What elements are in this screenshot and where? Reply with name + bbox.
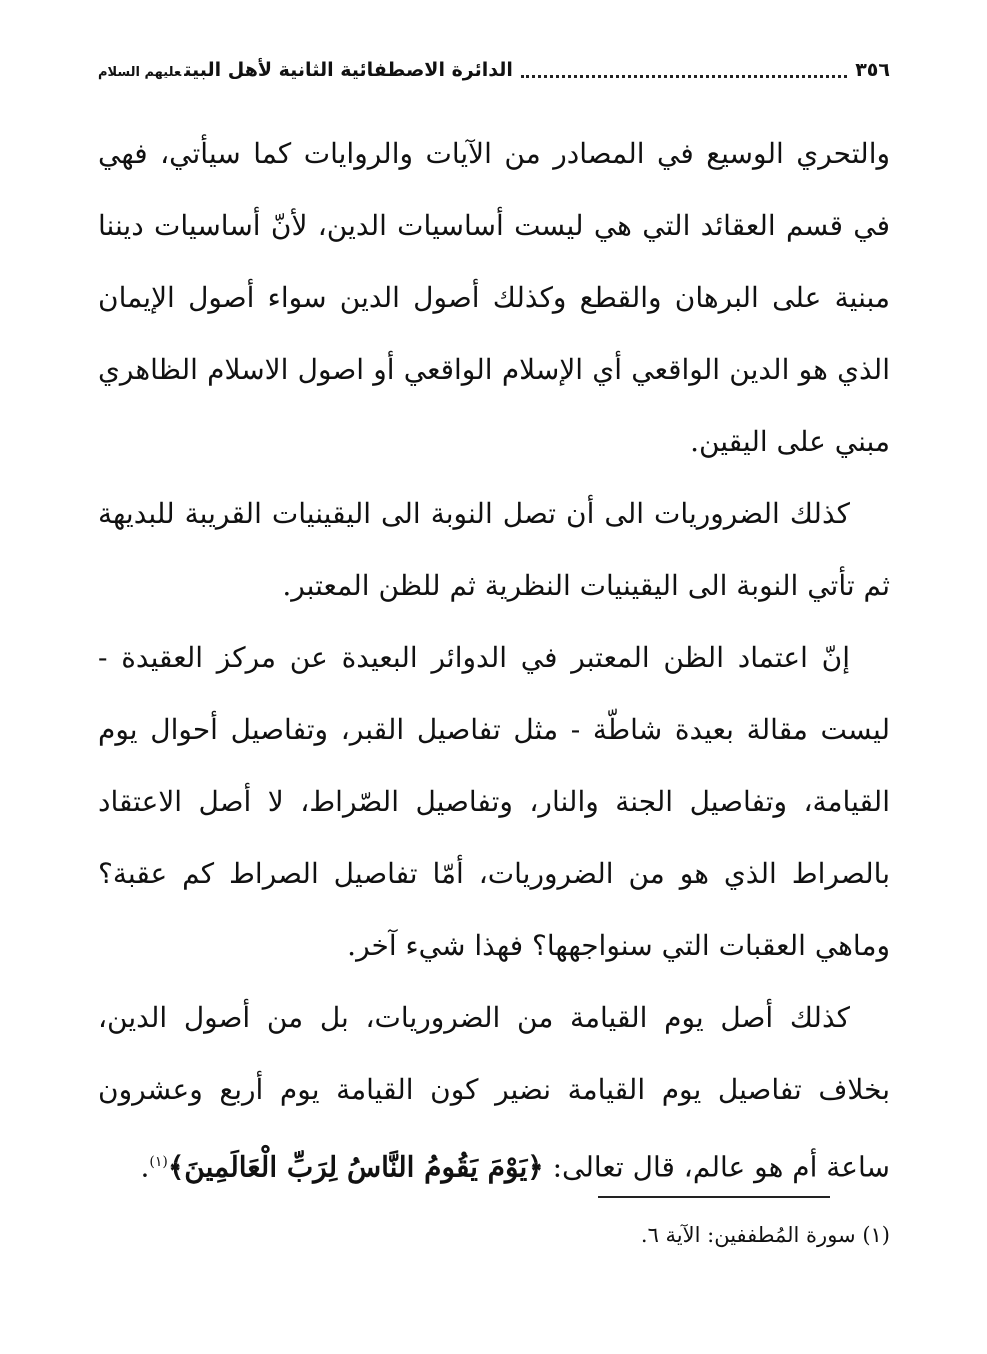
- footnote-reference[interactable]: (١): [149, 1154, 168, 1170]
- paragraph-3: إنّ اعتماد الظن المعتبر في الدوائر البعيدة عن مركز العقيدة - ليست مقالة بعيدة شاطّة - مثل تفاصيل القبر، وتفاصيل أحوال يوم القيامة، وتفاصيل الجنة والنار، وتفاصيل الصّراط، لا أصل الاعتقاد بالصراط الذي هو من الضروريات، أمّا تفاصيل الصراط كم عقبة؟ وماهي العقبات التي سنواجهها؟ فهذا شيء آخر.: [98, 641, 891, 962]
- paragraph-4-end: .: [140, 1150, 150, 1184]
- paragraph-4: [98, 982, 890, 1203]
- header-dotted-leader: [521, 75, 847, 78]
- page-number: ٣٥٦: [855, 59, 890, 81]
- body-text: [98, 118, 890, 1203]
- footnote-1: (١) سورة المُطففين: الآية ٦.: [640, 1223, 890, 1247]
- page-header: [98, 52, 890, 88]
- honorific-glyph: عليهم السلام: [98, 65, 182, 80]
- footnote-separator: [598, 1196, 830, 1198]
- quran-verse: ﴿يَوْمَ يَقُومُ النَّاسُ لِرَبِّ الْعَالَمِينَ﴾: [167, 1150, 544, 1184]
- running-title: [98, 59, 513, 81]
- paragraph-1: والتحري الوسيع في المصادر من الآيات والروايات كما سيأتي، فهي في قسم العقائد التي هي ليست أساسيات الدين، لأنّ أساسيات ديننا مبنية على البرهان والقطع وكذلك أصول الدين سواء أصول الإيمان الذي هو الدين الواقعي أي الإسلام الواقعي أو اصول الاسلام الظاهري مبني على اليقين.: [98, 137, 890, 458]
- paragraph-4-text: كذلك أصل يوم القيامة من الضروريات، بل من أصول الدين، بخلاف تفاصيل يوم القيامة نضير كون القيامة يوم أربع وعشرون ساعة أم هو عالم، قال تعالى:: [98, 1001, 890, 1184]
- running-title-text: الدائرة الاصطفائية الثانية لأهل البيت: [184, 59, 513, 81]
- paragraph-2: كذلك الضروريات الى أن تصل النوبة الى اليقينيات القريبة للبديهة ثم تأتي النوبة الى اليقينيات النظرية ثم للظن المعتبر.: [98, 497, 890, 602]
